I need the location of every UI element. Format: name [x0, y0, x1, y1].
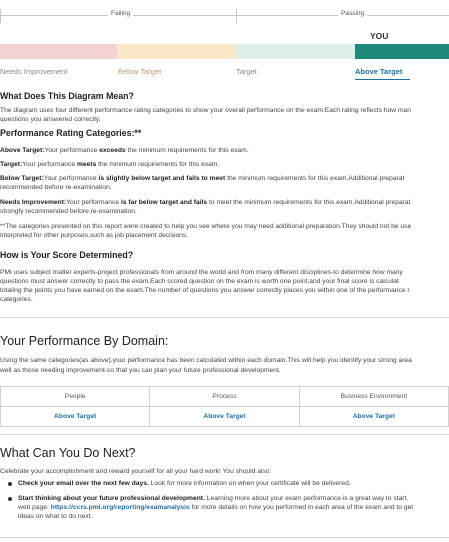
segment-above-target [355, 44, 449, 59]
target-term: Target: [0, 161, 23, 168]
diagram-text-line2: questions you answered correctly. [0, 116, 101, 123]
next-heading: What Can You Do Next? [0, 446, 136, 460]
above-target-text-a: Your performance [44, 147, 100, 154]
needs-improvement-definition [0, 198, 410, 207]
categories-note-line1: **The categories presented on this report were created to help you see where you may need additional preparation.They should not be use [0, 223, 412, 230]
segment-needs-improvement [0, 44, 117, 59]
next-item-email [18, 479, 351, 488]
next-item-development-bold: Start thinking about your future professional development. [18, 495, 205, 502]
bullet-icon [8, 482, 12, 486]
categories-note-line2: interpreted for other purposes,such as job placement decisions. [0, 232, 189, 239]
above-target-text-b: the minimum requirements for this exam. [125, 147, 249, 154]
domain-rating-business-environment: Above Target [299, 407, 448, 427]
below-target-definition [0, 174, 404, 183]
section-divider-3 [0, 537, 449, 538]
needs-improvement-definition-line2: strongly recommended before re-examination. [0, 208, 137, 215]
domain-text-line1: Using the same categories(as above),your performance has been calculated within each domain.This will help you identify your strong area [0, 357, 412, 364]
bullet-icon [8, 497, 12, 501]
domain-table-header-row [1, 387, 449, 407]
domain-column-process: Process [150, 387, 299, 407]
score-text-line1: PMI uses subject matter experts-project professionals from around the world and from many different disciplines-to determine how many [0, 269, 403, 276]
target-text-a: Your performance [22, 161, 77, 168]
below-target-key: is slightly below target and fails to meet [98, 175, 226, 182]
score-text-line3: totaling the points you have earned on the exam.The number of questions you answer correctly places you within one of the performance r [0, 287, 410, 294]
diagram-text-line1: The diagram uses four different performance rating categories to show your overall performance on the exam.Each rating reflects how man [0, 107, 411, 114]
above-target-key: exceeds [99, 147, 126, 154]
below-target-term: Below Target: [0, 175, 44, 182]
below-target-text-a: Your performance [43, 175, 99, 182]
next-item-email-bold: Check your email over the next few days. [18, 480, 149, 487]
next-item-development-text: Learning more about your exam performance is a great way to start. [204, 495, 409, 502]
domain-column-people: People [1, 387, 150, 407]
category-below-target: Below Target [118, 67, 162, 76]
section-divider-1 [0, 317, 449, 318]
needs-improvement-text-a: Your performance [66, 199, 121, 206]
segment-target [236, 44, 355, 59]
below-target-text-b: the minimum requirements for this exam.Additional preparat [225, 175, 405, 182]
target-text-b: the minimum requirements for this exam. [96, 161, 220, 168]
domain-table [0, 386, 449, 427]
category-needs-improvement: Needs Improvement [0, 67, 68, 76]
web-page-label: web page: [18, 504, 51, 511]
next-item-development [18, 494, 408, 503]
next-item-development-line3: ideas on what to do next. [18, 513, 93, 520]
above-target-definition [0, 146, 249, 155]
score-text-line4: categories. [0, 296, 33, 303]
domain-table-rating-row [1, 407, 449, 427]
you-marker: YOU [370, 31, 389, 41]
passing-label: Passing [338, 10, 367, 17]
next-item-email-text: Look for more information on when your certificate will be delivered. [148, 480, 351, 487]
target-definition [0, 160, 219, 169]
section-divider-2 [0, 434, 449, 435]
target-key: meets [76, 161, 97, 168]
rating-categories-heading: Performance Rating Categories:** [0, 128, 142, 138]
domain-rating-people: Above Target [1, 407, 150, 427]
category-above-target: Above Target [355, 67, 403, 76]
score-text-line2: questions must answer correctly to pass the exam.Each scored question on the exam is worth one point;and your final score is calculat [0, 278, 399, 285]
next-intro: Celebrate your accomplishment and reward yourself for all your hard work! You should also: [0, 468, 272, 475]
segment-below-target [117, 44, 236, 59]
web-page-rest: for more details on how you performed in each area of the exam and to get [189, 504, 414, 511]
domain-heading: Your Performance By Domain: [0, 334, 169, 348]
domain-rating-process: Above Target [150, 407, 299, 427]
scale-pass-tick [236, 9, 237, 23]
needs-improvement-key: is far below target and fails [120, 199, 208, 206]
diagram-heading: What Does This Diagram Mean? [0, 91, 134, 101]
needs-improvement-term: Needs Improvement: [0, 199, 67, 206]
domain-column-business-environment: Business Environment [299, 387, 448, 407]
scale-left-tick [0, 9, 1, 23]
below-target-definition-line2: recommended before re-examination. [0, 184, 112, 191]
domain-text-line2: well as those needing improvement-so that you can plan your future professional development. [0, 367, 281, 374]
above-target-underline [355, 79, 410, 80]
needs-improvement-text-b: to meet the minimum requirements for this exam.Additional preparat [207, 199, 411, 206]
exam-analysis-link[interactable]: https://ccrs.pmi.org/reporting/examanalysis [50, 504, 190, 511]
next-item-development-line2 [18, 503, 413, 512]
above-target-term: Above Target: [0, 147, 45, 154]
category-target: Target [236, 67, 257, 76]
failing-label: Failing [108, 10, 133, 17]
score-heading: How is Your Score Determined? [0, 250, 134, 260]
